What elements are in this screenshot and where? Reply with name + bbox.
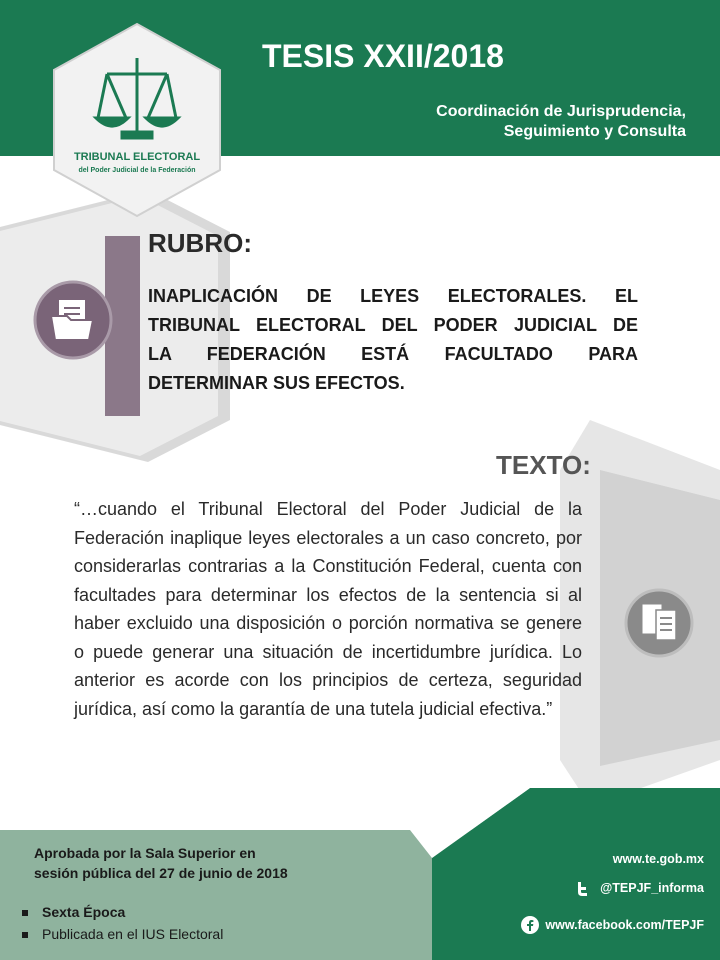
approval-line1: Aprobada por la Sala Superior en — [34, 845, 256, 861]
rubro-line1: INAPLICACIÓN DE LEYES ELECTORALES. EL — [148, 286, 638, 306]
bullet-square-icon — [22, 932, 28, 938]
website-label[interactable]: www.te.gob.mx — [612, 852, 704, 866]
rubro-line4: DETERMINAR SUS EFECTOS. — [148, 373, 405, 393]
logo-line2: del Poder Judicial de la Federación — [78, 167, 196, 174]
facebook-icon — [521, 916, 539, 934]
texto-heading: TEXTO: — [496, 450, 591, 480]
rubro-line2: TRIBUNAL ELECTORAL DEL PODER JUDICIAL DE — [148, 315, 638, 335]
page-title: TESIS XXII/2018 — [262, 38, 504, 74]
rubro-line3: LA FEDERACIÓN ESTÁ FACULTADO PARA — [148, 344, 638, 364]
texto-body: “…cuando el Tribunal Electoral del Poder Judicial de la Federación inaplique leyes electorales a un caso concreto, por considerarlas contrarias a la Constitución Federal, cuenta con facultades para determinar los efectos de la sentencia si al haber excluido una disposición o porción normativa se genere o puede generar una situación de incertidumbre jurídica. Lo anterior es acorde con los principios de certeza, seguridad jurídica, así como la garantía de una tutela judicial efectiva.” — [74, 499, 582, 719]
rubro-heading: RUBRO: — [148, 228, 252, 258]
bullet-publicada-label: Publicada en el IUS Electoral — [42, 926, 224, 942]
folder-document-icon — [33, 280, 113, 360]
twitter-label[interactable]: @TEPJF_informa — [600, 881, 704, 895]
tribunal-logo — [52, 22, 222, 218]
logo-line1: TRIBUNAL ELECTORAL — [73, 151, 201, 163]
documents-icon — [624, 588, 694, 658]
twitter-icon — [576, 880, 594, 896]
bullet-epoca-label: Sexta Época — [42, 904, 126, 920]
twitter-link[interactable] — [576, 880, 704, 896]
subtitle-line1: Coordinación de Jurisprudencia, — [436, 103, 686, 120]
facebook-link[interactable] — [521, 916, 704, 934]
website-link[interactable] — [613, 852, 704, 866]
facebook-label[interactable]: www.facebook.com/TEPJF — [545, 918, 704, 932]
approval-line2: sesión pública del 27 de junio de 2018 — [34, 865, 288, 881]
header-subtitle — [366, 102, 686, 142]
bullet-publicada — [22, 926, 223, 942]
bullet-epoca — [22, 904, 125, 920]
rubro-text — [148, 282, 638, 398]
bullet-square-icon — [22, 910, 28, 916]
subtitle-line2: Seguimiento y Consulta — [503, 123, 686, 140]
approval-info — [34, 843, 334, 883]
